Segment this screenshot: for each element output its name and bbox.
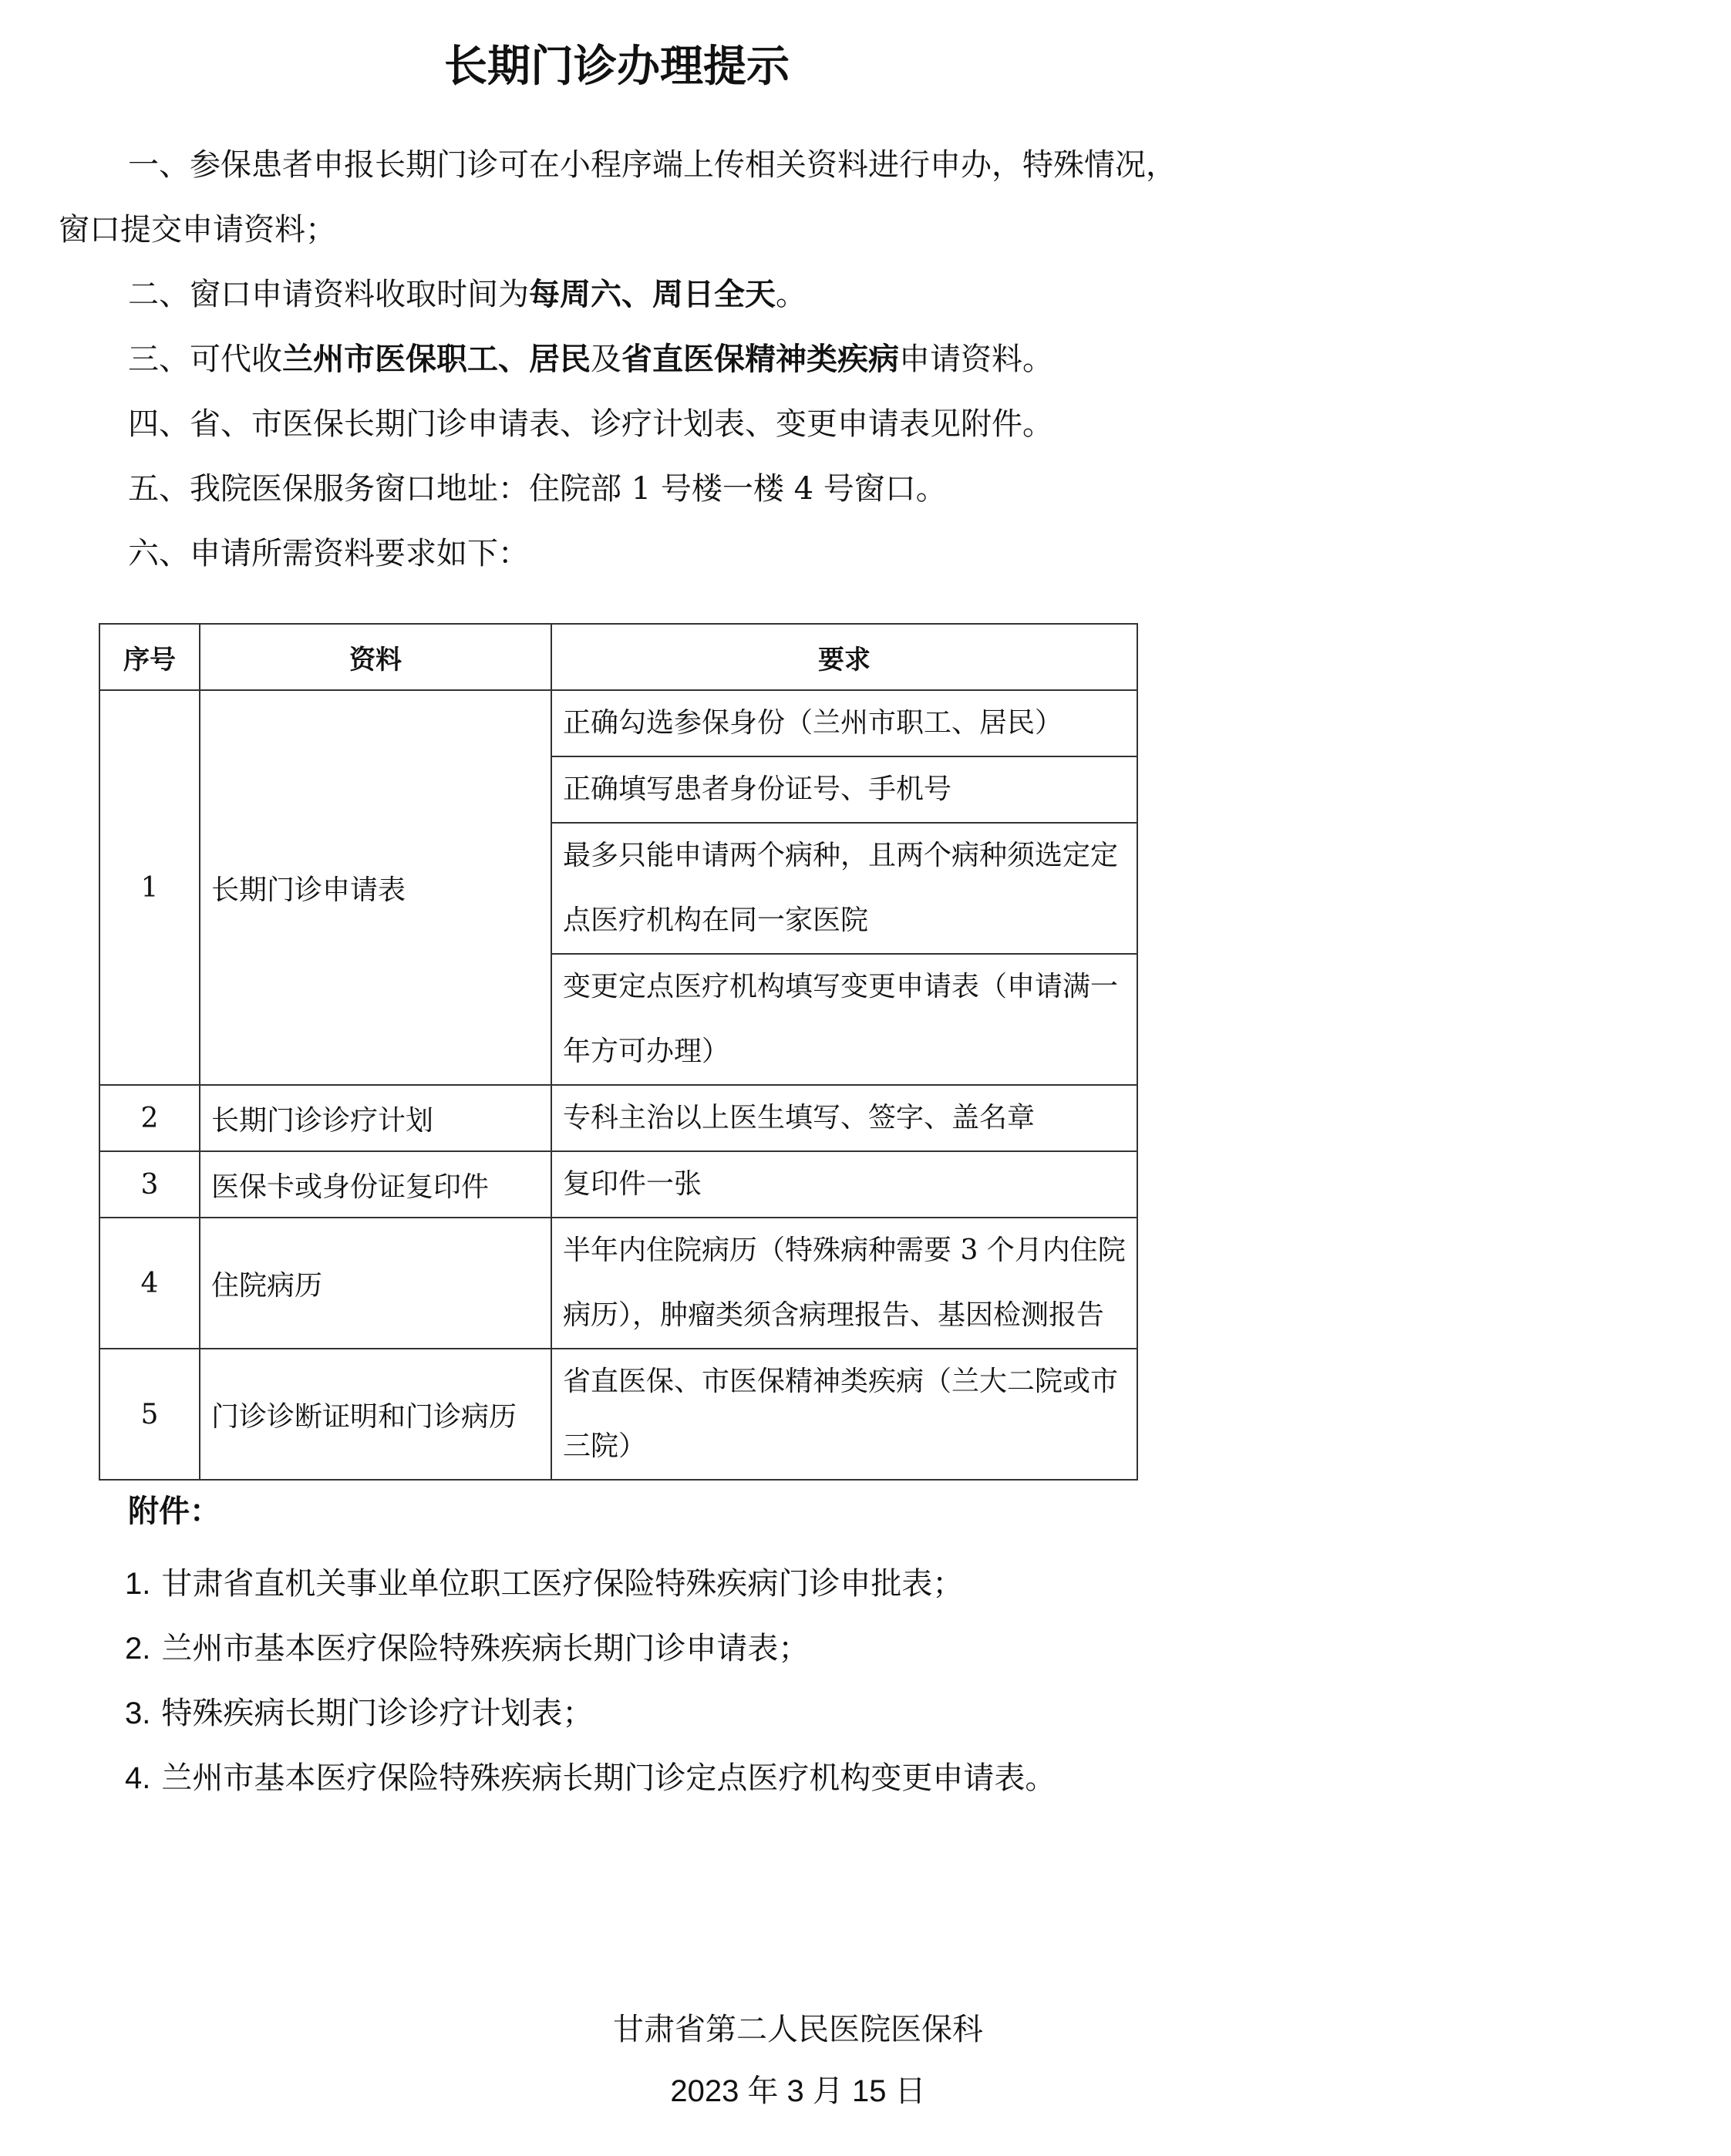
header-number: 序号: [99, 624, 200, 690]
row-requirement: 变更定点医疗机构填写变更申请表（申请满一年方可办理）: [551, 954, 1137, 1085]
table-row: [99, 1151, 1137, 1218]
item-2-emphasis: 每周六、周日全天: [529, 276, 776, 312]
row-material: 医保卡或身份证复印件: [200, 1151, 551, 1218]
table-row: [99, 690, 1137, 756]
row-requirement: 专科主治以上医生填写、签字、盖名章: [551, 1085, 1137, 1151]
annex-item: [125, 1616, 1056, 1681]
row-material: 长期门诊申请表: [200, 690, 551, 1085]
annex-item: [125, 1551, 1056, 1616]
requirements-table: [99, 623, 1138, 1481]
table-header-row: [99, 624, 1137, 690]
annex-item: [125, 1681, 1056, 1746]
table-row: [99, 1085, 1137, 1151]
item-2-text-c: 。: [776, 277, 807, 312]
row-number: 1: [99, 690, 200, 1085]
annex-item-text: 特殊疾病长期门诊诊疗计划表；: [161, 1696, 594, 1731]
item-5: 五、我院医保服务窗口地址：住院部 1 号楼一楼 4 号窗口。: [128, 471, 947, 507]
annex-item-number: 3.: [125, 1696, 151, 1730]
row-number: 5: [99, 1349, 200, 1480]
item-6: 六、申请所需资料要求如下：: [128, 536, 529, 571]
row-requirement: 半年内住院病历（特殊病种需要 3 个月内住院病历），肿瘤类须含病理报告、基因检测报告: [551, 1218, 1137, 1349]
item-3-emphasis-1: 兰州市医保职工、居民: [282, 341, 591, 377]
annex-item-number: 1.: [125, 1567, 151, 1601]
page-title: 长期门诊办理提示: [444, 42, 790, 92]
signature-org: 甘肃省第二人民医院医保科: [613, 2012, 983, 2047]
row-material: 长期门诊诊疗计划: [200, 1085, 551, 1151]
row-requirement: 最多只能申请两个病种，且两个病种须选定定点医疗机构在同一家医院: [551, 823, 1137, 954]
item-2-text-a: 二、窗口申请资料收取时间为: [128, 277, 529, 312]
row-requirement: 复印件一张: [551, 1151, 1137, 1218]
table-row: [99, 1349, 1137, 1480]
annex-item: [125, 1746, 1056, 1811]
row-material: 住院病历: [200, 1218, 551, 1349]
row-material: 门诊诊断证明和门诊病历: [200, 1349, 551, 1480]
row-requirement: 正确填写患者身份证号、手机号: [551, 756, 1137, 823]
item-4: 四、省、市医保长期门诊申请表、诊疗计划表、变更申请表见附件。: [128, 406, 1053, 442]
row-number: 3: [99, 1151, 200, 1218]
item-3: [59, 327, 1192, 392]
row-requirement: 正确勾选参保身份（兰州市职工、居民）: [551, 690, 1137, 756]
header-material: 资料: [200, 624, 551, 690]
item-3-text-e: 申请资料。: [899, 342, 1053, 377]
annex-item-text: 兰州市基本医疗保险特殊疾病长期门诊定点医疗机构变更申请表。: [161, 1760, 1056, 1796]
signature-date: 2023 年 3 月 15 日: [670, 2074, 926, 2108]
annex-title: 附件：: [128, 1494, 221, 1529]
item-1: 一、参保患者申报长期门诊可在小程序端上传相关资料进行申办，特殊情况，窗口提交申请资料；: [59, 147, 1177, 248]
item-3-emphasis-2: 省直医保精神类疾病: [621, 341, 899, 377]
item-2: [59, 262, 1192, 327]
row-number: 2: [99, 1085, 200, 1151]
annex-list: [125, 1551, 1056, 1811]
table-row: [99, 1218, 1137, 1349]
row-number: 4: [99, 1218, 200, 1349]
annex-item-text: 兰州市基本医疗保险特殊疾病长期门诊申请表；: [161, 1631, 810, 1666]
row-requirement: 省直医保、市医保精神类疾病（兰大二院或市三院）: [551, 1349, 1137, 1480]
annex-item-number: 4.: [125, 1761, 151, 1795]
item-3-text-a: 三、可代收: [128, 342, 282, 377]
item-3-text-c: 及: [591, 342, 621, 377]
annex-item-text: 甘肃省直机关事业单位职工医疗保险特殊疾病门诊申批表；: [161, 1566, 964, 1602]
header-requirement: 要求: [551, 624, 1137, 690]
annex-item-number: 2.: [125, 1632, 151, 1666]
